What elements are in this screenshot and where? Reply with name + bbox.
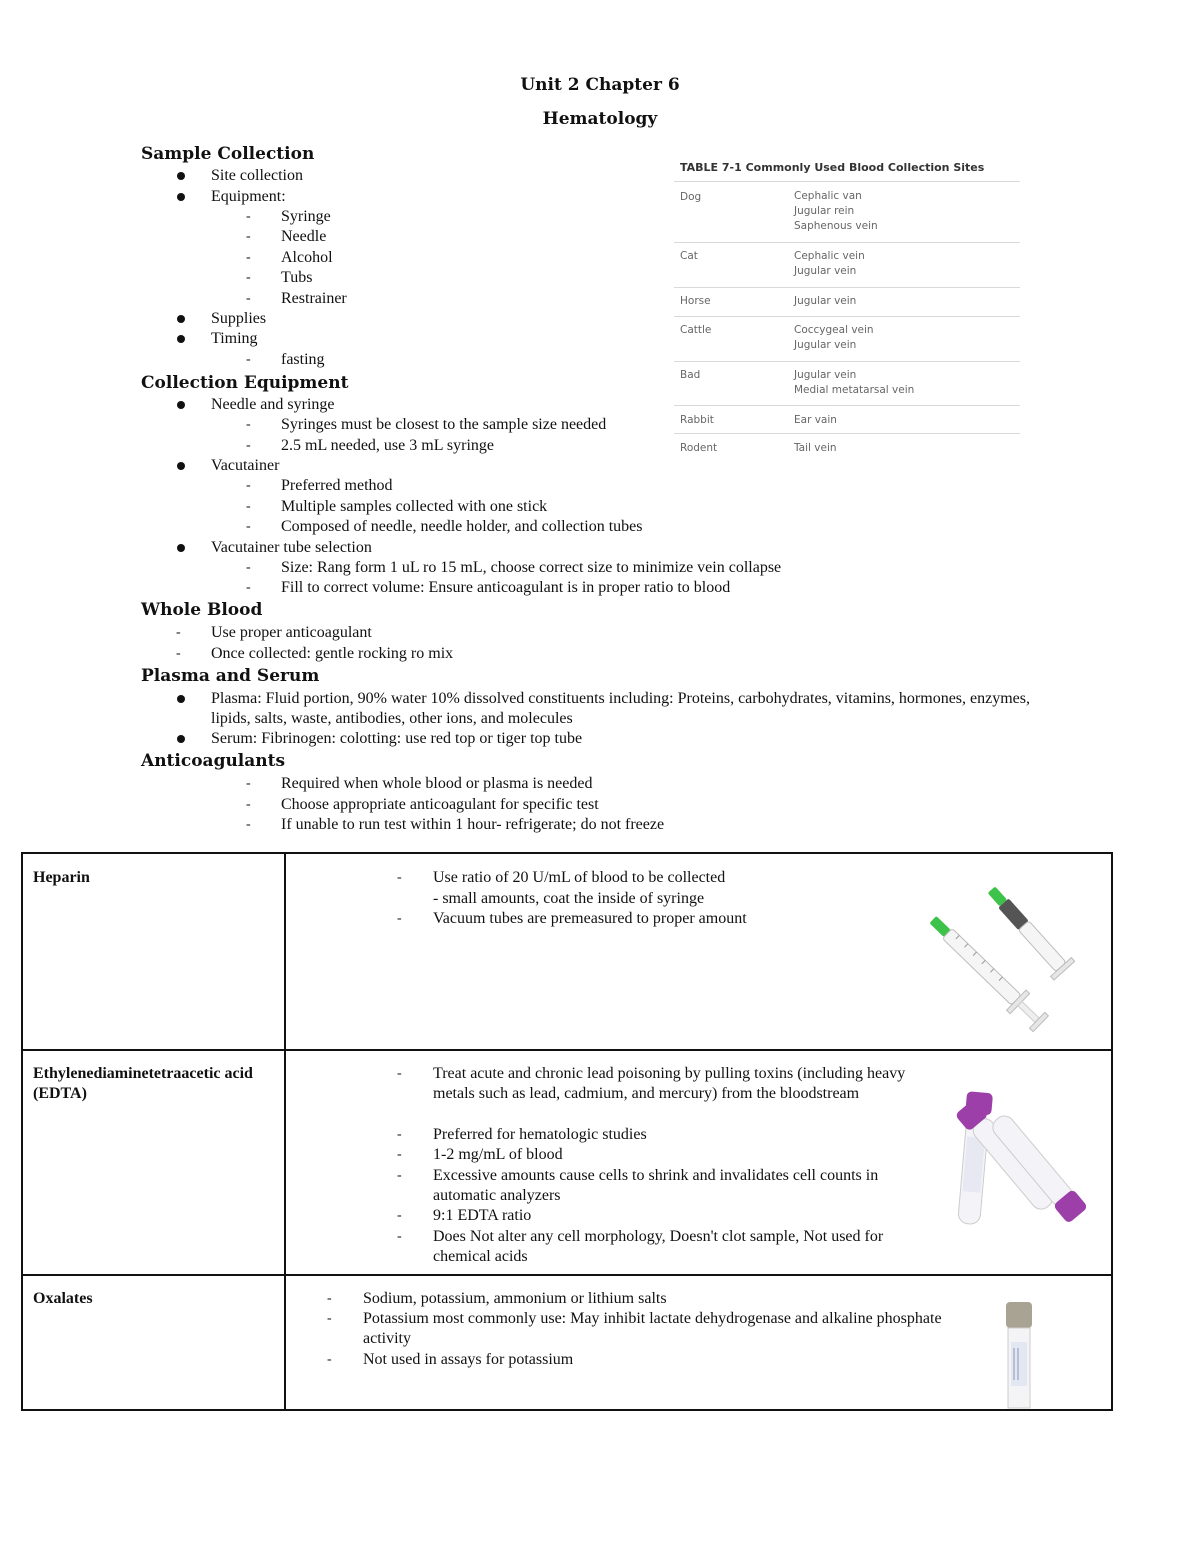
list-item: Treat acute and chronic lead poisoning by pulling toxins (including heavy metals such as lead, cadmium, and mercury) from the bloodstream [433, 1065, 906, 1102]
list-item: Timing [211, 330, 258, 347]
list-item: Equipment: [211, 188, 286, 205]
list-item: Potassium most commonly use: May inhibit lactate dehydrogenase and alkaline phosphate activity [363, 1310, 942, 1347]
list-item: Syringes must be closest to the sample size needed [281, 416, 607, 433]
dash-icon: - [246, 417, 251, 432]
list-item: Supplies [211, 310, 267, 327]
species-cell: Horse [680, 295, 711, 307]
bullet-icon [177, 335, 185, 343]
dash-icon: - [397, 1147, 402, 1162]
dash-icon: - [246, 291, 251, 306]
list-item: Preferred method [281, 477, 393, 494]
list-item: Not used in assays for potassium [363, 1351, 574, 1368]
dash-icon: - [397, 1229, 402, 1244]
species-cell: Rodent [680, 442, 718, 454]
dash-icon: - [397, 1168, 402, 1183]
dash-icon: - [176, 625, 181, 640]
dash-icon: - [397, 911, 402, 926]
bullet-icon [177, 172, 185, 180]
species-cell: Cattle [680, 324, 712, 336]
dash-icon: - [246, 776, 251, 791]
bullet-icon [177, 193, 185, 201]
list-item: Multiple samples collected with one stick [281, 498, 548, 515]
heading-plasma-serum: Plasma and Serum [141, 666, 320, 686]
dash-icon: - [246, 478, 251, 493]
heparin-label: Heparin [33, 869, 90, 886]
dash-icon: - [246, 580, 251, 595]
vein-cell: Cephalic van [794, 190, 862, 202]
dash-icon: - [397, 1066, 402, 1081]
list-item: If unable to run test within 1 hour- refrigerate; do not freeze [281, 816, 665, 833]
list-item: fasting [281, 351, 325, 368]
list-item: Fill to correct volume: Ensure anticoagulant is in proper ratio to blood [281, 579, 731, 596]
vein-cell: Jugular vein [794, 369, 857, 381]
list-item: Serum: Fibrinogen: colotting: use red top or tiger top tube [211, 730, 583, 747]
dash-icon: - [246, 352, 251, 367]
list-item: 2.5 mL needed, use 3 mL syringe [281, 437, 494, 454]
list-item: Vacutainer [211, 457, 280, 474]
list-item: Vacuum tubes are premeasured to proper amount [433, 910, 747, 927]
species-cell: Rabbit [680, 414, 714, 426]
page-subtitle: Hematology [542, 109, 658, 129]
dash-icon: - [327, 1311, 332, 1326]
dash-icon: - [246, 519, 251, 534]
bullet-icon [177, 462, 185, 470]
dash-icon: - [246, 209, 251, 224]
dash-icon: - [246, 438, 251, 453]
heading-collection-equipment: Collection Equipment [141, 373, 349, 393]
bullet-icon [177, 735, 185, 743]
edta-label: Ethylenediaminetetraacetic acid (EDTA) [33, 1065, 253, 1102]
dash-icon: - [246, 270, 251, 285]
list-item: Choose appropriate anticoagulant for specific test [281, 796, 599, 813]
vein-cell: Jugular vein [794, 339, 857, 351]
bullet-icon [177, 695, 185, 703]
dash-icon: - [246, 817, 251, 832]
dash-icon: - [246, 229, 251, 244]
list-item: Required when whole blood or plasma is needed [281, 775, 593, 792]
vein-cell: Jugular rein [794, 205, 855, 217]
species-cell: Bad [680, 369, 701, 381]
syringe-image [893, 879, 1093, 1039]
dash-icon: - [246, 250, 251, 265]
list-item: Use proper anticoagulant [211, 624, 372, 641]
vein-cell: Medial metatarsal vein [794, 384, 915, 396]
dash-icon: - [246, 499, 251, 514]
list-item: Once collected: gentle rocking ro mix [211, 645, 454, 662]
list-item: Vacutainer tube selection [211, 539, 372, 556]
heading-whole-blood: Whole Blood [141, 600, 263, 620]
dash-icon: - [327, 1352, 332, 1367]
list-item: Needle [281, 228, 327, 245]
anticoagulant-table [21, 852, 1113, 1411]
species-cell: Dog [680, 191, 702, 203]
vein-cell: Coccygeal vein [794, 324, 874, 336]
list-item: Tubs [281, 269, 313, 286]
list-item: Syringe [281, 208, 331, 225]
dash-icon: - [327, 1291, 332, 1306]
table-divider [23, 1049, 1111, 1051]
table-divider [284, 854, 286, 1409]
vein-cell: Cephalic vein [794, 250, 865, 262]
vein-cell: Jugular vein [794, 265, 857, 277]
dash-icon: - [246, 797, 251, 812]
heading-anticoagulants: Anticoagulants [141, 751, 286, 771]
vein-cell: Tail vein [794, 442, 837, 454]
list-item: - small amounts, coat the inside of syringe [433, 890, 705, 907]
dash-icon: - [176, 646, 181, 661]
list-item: Needle and syringe [211, 396, 335, 413]
table-caption: TABLE 7-1 Commonly Used Blood Collection Sites [680, 161, 985, 174]
bullet-icon [177, 401, 185, 409]
list-item: Excessive amounts cause cells to shrink and invalidates cell counts in automatic analyzers [433, 1167, 879, 1204]
species-cell: Cat [680, 250, 698, 262]
list-item: 1-2 mg/mL of blood [433, 1146, 563, 1163]
list-item: Use ratio of 20 U/mL of blood to be collected [433, 869, 726, 886]
dash-icon: - [397, 870, 402, 885]
dash-icon: - [246, 560, 251, 575]
bullet-icon [177, 544, 185, 552]
list-item: Composed of needle, needle holder, and collection tubes [281, 518, 643, 535]
vein-cell: Ear vain [794, 414, 837, 426]
heading-sample-collection: Sample Collection [141, 144, 315, 164]
list-item: Sodium, potassium, ammonium or lithium salts [363, 1290, 667, 1307]
list-item: Restrainer [281, 290, 347, 307]
list-item: Size: Rang form 1 uL ro 15 mL, choose correct size to minimize vein collapse [281, 559, 782, 576]
bullet-icon [177, 315, 185, 323]
list-item: Alcohol [281, 249, 333, 266]
vein-cell: Saphenous vein [794, 220, 878, 232]
list-item: Plasma: Fluid portion, 90% water 10% dissolved constituents including: Proteins, carbohydrates, vitamins, hormones, enzymes, lipids, salts, waste, antibodies, other ions, and molecules [211, 690, 1030, 727]
list-item: Site collection [211, 167, 303, 184]
table-divider [23, 1274, 1111, 1276]
oxalate-tube-image [998, 1300, 1048, 1410]
collection-sites-table [672, 155, 1020, 460]
oxalates-label: Oxalates [33, 1290, 93, 1307]
list-item: Does Not alter any cell morphology, Doesn't clot sample, Not used for chemical acids [433, 1228, 884, 1265]
edta-tubes-image [933, 1082, 1103, 1242]
dash-icon: - [397, 1208, 402, 1223]
list-item: 9:1 EDTA ratio [433, 1207, 532, 1224]
dash-icon: - [397, 1127, 402, 1142]
list-item: Preferred for hematologic studies [433, 1126, 647, 1143]
vein-cell: Jugular vein [794, 295, 857, 307]
page-title: Unit 2 Chapter 6 [520, 75, 680, 95]
